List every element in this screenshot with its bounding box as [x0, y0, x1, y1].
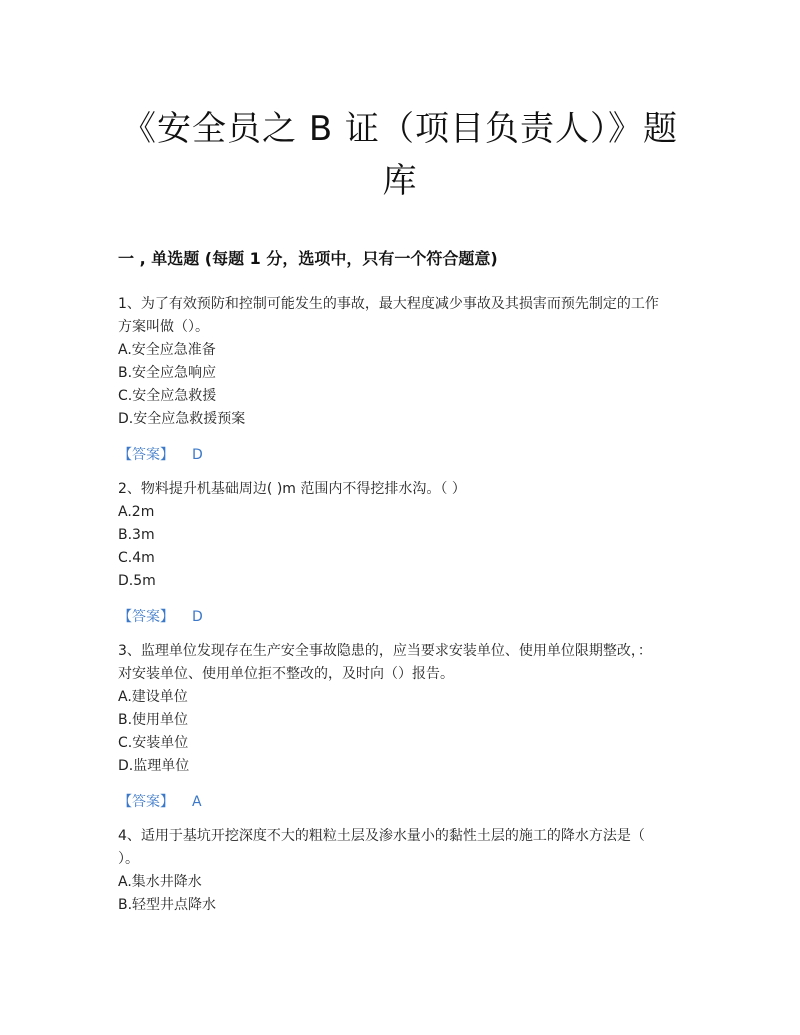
answer-value: D [192, 609, 203, 625]
answer-line [118, 606, 678, 628]
option-c: C.安全应急救援 [118, 388, 217, 404]
question-1 [118, 293, 678, 466]
question-4 [118, 825, 678, 917]
answer-value: D [192, 447, 203, 463]
option-d: D.安全应急救援预案 [118, 411, 246, 427]
document-title [100, 103, 700, 207]
option-b: B.使用单位 [118, 712, 189, 728]
option-d: D.监理单位 [118, 758, 190, 774]
question-stem: 1、为了有效预防和控制可能发生的事故，最大程度减少事故及其损害而预先制定的工作 [118, 296, 659, 312]
title-line-2: 库 [382, 161, 418, 201]
section-heading: 一 , 单选题 (每题 1 分，选项中，只有一个符合题意) [118, 249, 498, 268]
answer-line [118, 444, 678, 466]
option-b: B.3m [118, 527, 155, 543]
option-c: C.4m [118, 550, 155, 566]
option-b: B.安全应急响应 [118, 365, 217, 381]
option-d: D.5m [118, 573, 156, 589]
answer-label: 【答案】 [118, 447, 174, 463]
option-a: A.建设单位 [118, 689, 188, 705]
option-b: B.轻型井点降水 [118, 897, 217, 913]
answer-label: 【答案】 [118, 794, 174, 810]
question-stem: 4、适用于基坑开挖深度不大的粗粒土层及渗水量小的黏性土层的施工的降水方法是（ [118, 828, 645, 844]
title-line-1: 《安全员之 B 证（项目负责人）》题 [122, 109, 678, 149]
option-a: A.集水井降水 [118, 874, 202, 890]
answer-line [118, 791, 678, 813]
question-stem: ）。 [118, 851, 139, 867]
question-2 [118, 478, 678, 628]
answer-label: 【答案】 [118, 609, 174, 625]
option-c: C.安装单位 [118, 735, 189, 751]
question-stem: 2、物料提升机基础周边( )m 范围内不得挖排水沟。（ ） [118, 481, 466, 497]
question-stem: 对安装单位、使用单位拒不整改的，及时向（）报告。 [118, 666, 454, 682]
question-stem: 方案叫做（）。 [118, 319, 209, 335]
question-stem: 3、监理单位发现存在生产安全事故隐患的，应当要求安装单位、使用单位限期整改，： [118, 643, 652, 659]
option-a: A.安全应急准备 [118, 342, 216, 358]
answer-value: A [192, 794, 202, 810]
question-3 [118, 640, 678, 813]
option-a: A.2m [118, 504, 155, 520]
